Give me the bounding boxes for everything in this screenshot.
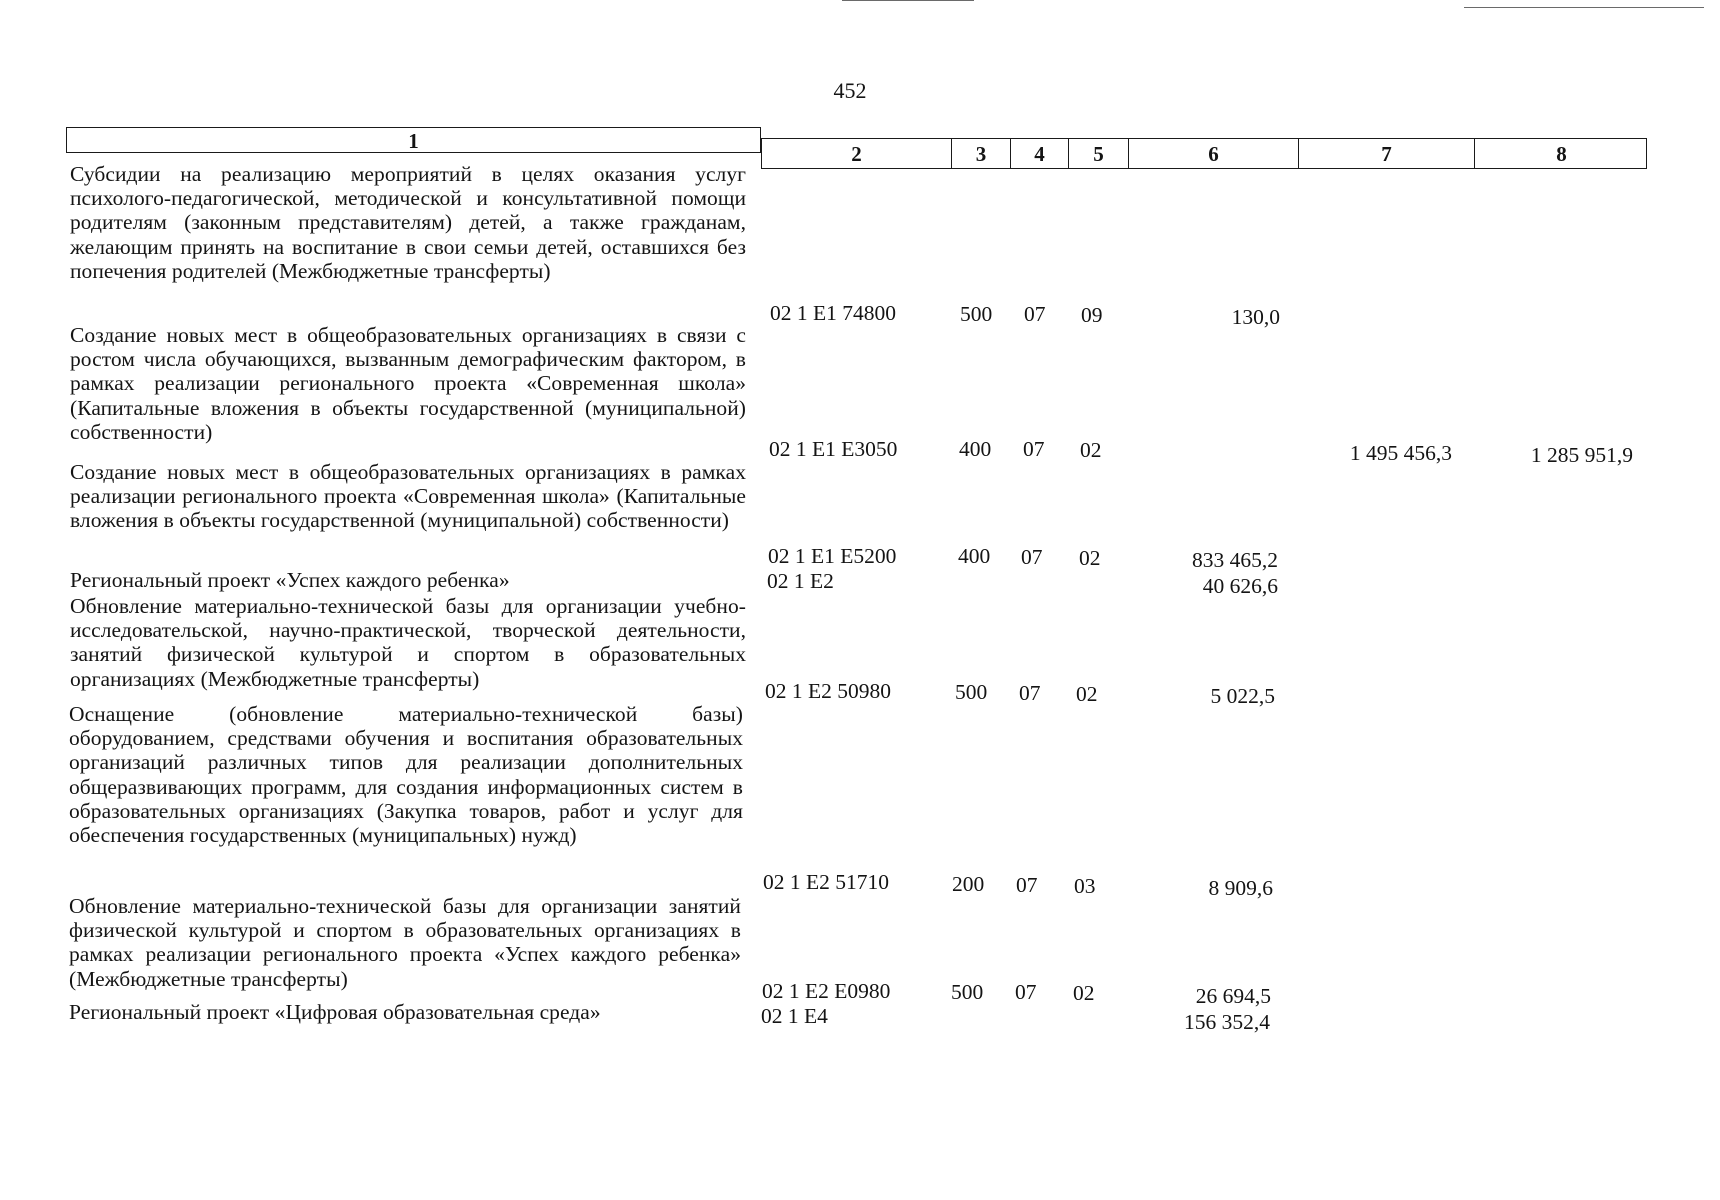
column-header-8: 8 [1474,139,1648,168]
row-col4: 07 [1015,980,1037,1004]
row-col6: 5 022,5 [1210,684,1275,708]
row-col8: 1 285 951,9 [1530,443,1633,467]
row-description: Субсидии на реализацию мероприятий в целях оказания услуг психолого-педагогической, методической и консультативной помощи родителям (законным представителям) детей, а также гражданам, желающим принять на воспитание в свои семьи детей, оставшихся без попечения родителей (Межбюджетные трансферты) [70,162,746,283]
row-col6: 156 352,4 [1184,1010,1270,1034]
table-header-left [66,127,761,153]
row-col5: 02 [1080,438,1102,462]
row-col6: 8 909,6 [1208,876,1273,900]
row-col5: 02 [1073,981,1095,1005]
column-header-4: 4 [1010,139,1068,168]
row-col4: 07 [1023,437,1045,461]
row-description: Создание новых мест в общеобразовательных организациях в рамках реализации регионального проекта «Современная школа» (Капитальные вложения в объекты государственной (муниципальной) собственности) [70,460,746,533]
row-col4: 07 [1016,873,1038,897]
row-col3: 200 [952,872,985,896]
scan-artifact-line [842,0,974,1]
row-description: Оснащение (обновление материально-технической базы) оборудованием, средствами обучения и воспитания образовательных организаций различных типов для реализации дополнительных общеразвивающих программ, для создания информационных систем в образовательных организациях (Закупка товаров, работ и услуг для обеспечения государственных (муниципальных) нужд) [69,702,743,848]
column-header-3: 3 [951,139,1010,168]
row-description: Региональный проект «Цифровая образовательная среда» [69,1000,601,1024]
row-code: 02 1 E1 E3050 [769,437,898,461]
row-col6: 130,0 [1231,305,1280,329]
row-description: Обновление материально-технической базы для организации занятий физической культурой и спортом в образовательных организациях в рамках реализации регионального проекта «Успех каждого ребенка» (Межбюджетные трансферты) [69,894,741,991]
row-col5: 09 [1081,303,1103,327]
row-col4: 07 [1024,302,1046,326]
column-header-6: 6 [1128,139,1298,168]
scan-artifact-line [1464,7,1704,8]
row-code: 02 1 E2 [767,569,834,593]
row-code: 02 1 E2 51710 [763,870,890,894]
row-col3: 500 [960,302,993,326]
row-col4: 07 [1021,545,1043,569]
row-col6: 40 626,6 [1202,574,1278,598]
row-col5: 02 [1076,682,1098,706]
row-col3: 400 [959,437,992,461]
row-code: 02 1 E1 74800 [770,301,897,325]
row-code: 02 1 E4 [761,1004,828,1028]
row-col5: 03 [1074,874,1096,898]
table-header-right [761,138,1647,169]
row-description: Обновление материально-технической базы для организации учебно-исследовательской, научно-практической, творческой деятельности, занятий физической культурой и спортом в образовательных организациях (Межбюджетные трансферты) [70,594,746,691]
row-description: Создание новых мест в общеобразовательных организациях в связи с ростом числа обучающихся, вызванным демографическим фактором, в рамках реализации регионального проекта «Современная школа» (Капитальные вложения в объекты государственной (муниципальной) собственности) [70,323,746,444]
column-header-2: 2 [851,142,862,166]
column-header-1: 1 [408,129,419,153]
row-col3: 500 [951,980,984,1004]
row-col7: 1 495 456,3 [1349,441,1452,465]
row-col3: 400 [958,544,991,568]
page-number: 452 [833,78,867,103]
row-col5: 02 [1079,546,1101,570]
column-header-5: 5 [1068,139,1128,168]
row-col6: 833 465,2 [1192,548,1278,572]
row-code: 02 1 E2 E0980 [762,979,891,1003]
row-col3: 500 [955,680,988,704]
row-col6: 26 694,5 [1195,984,1271,1008]
row-description: Региональный проект «Успех каждого ребенка» [70,568,510,592]
row-col4: 07 [1019,681,1041,705]
row-code: 02 1 E2 50980 [765,679,892,703]
column-header-7: 7 [1298,139,1474,168]
row-code: 02 1 E1 E5200 [768,544,897,568]
